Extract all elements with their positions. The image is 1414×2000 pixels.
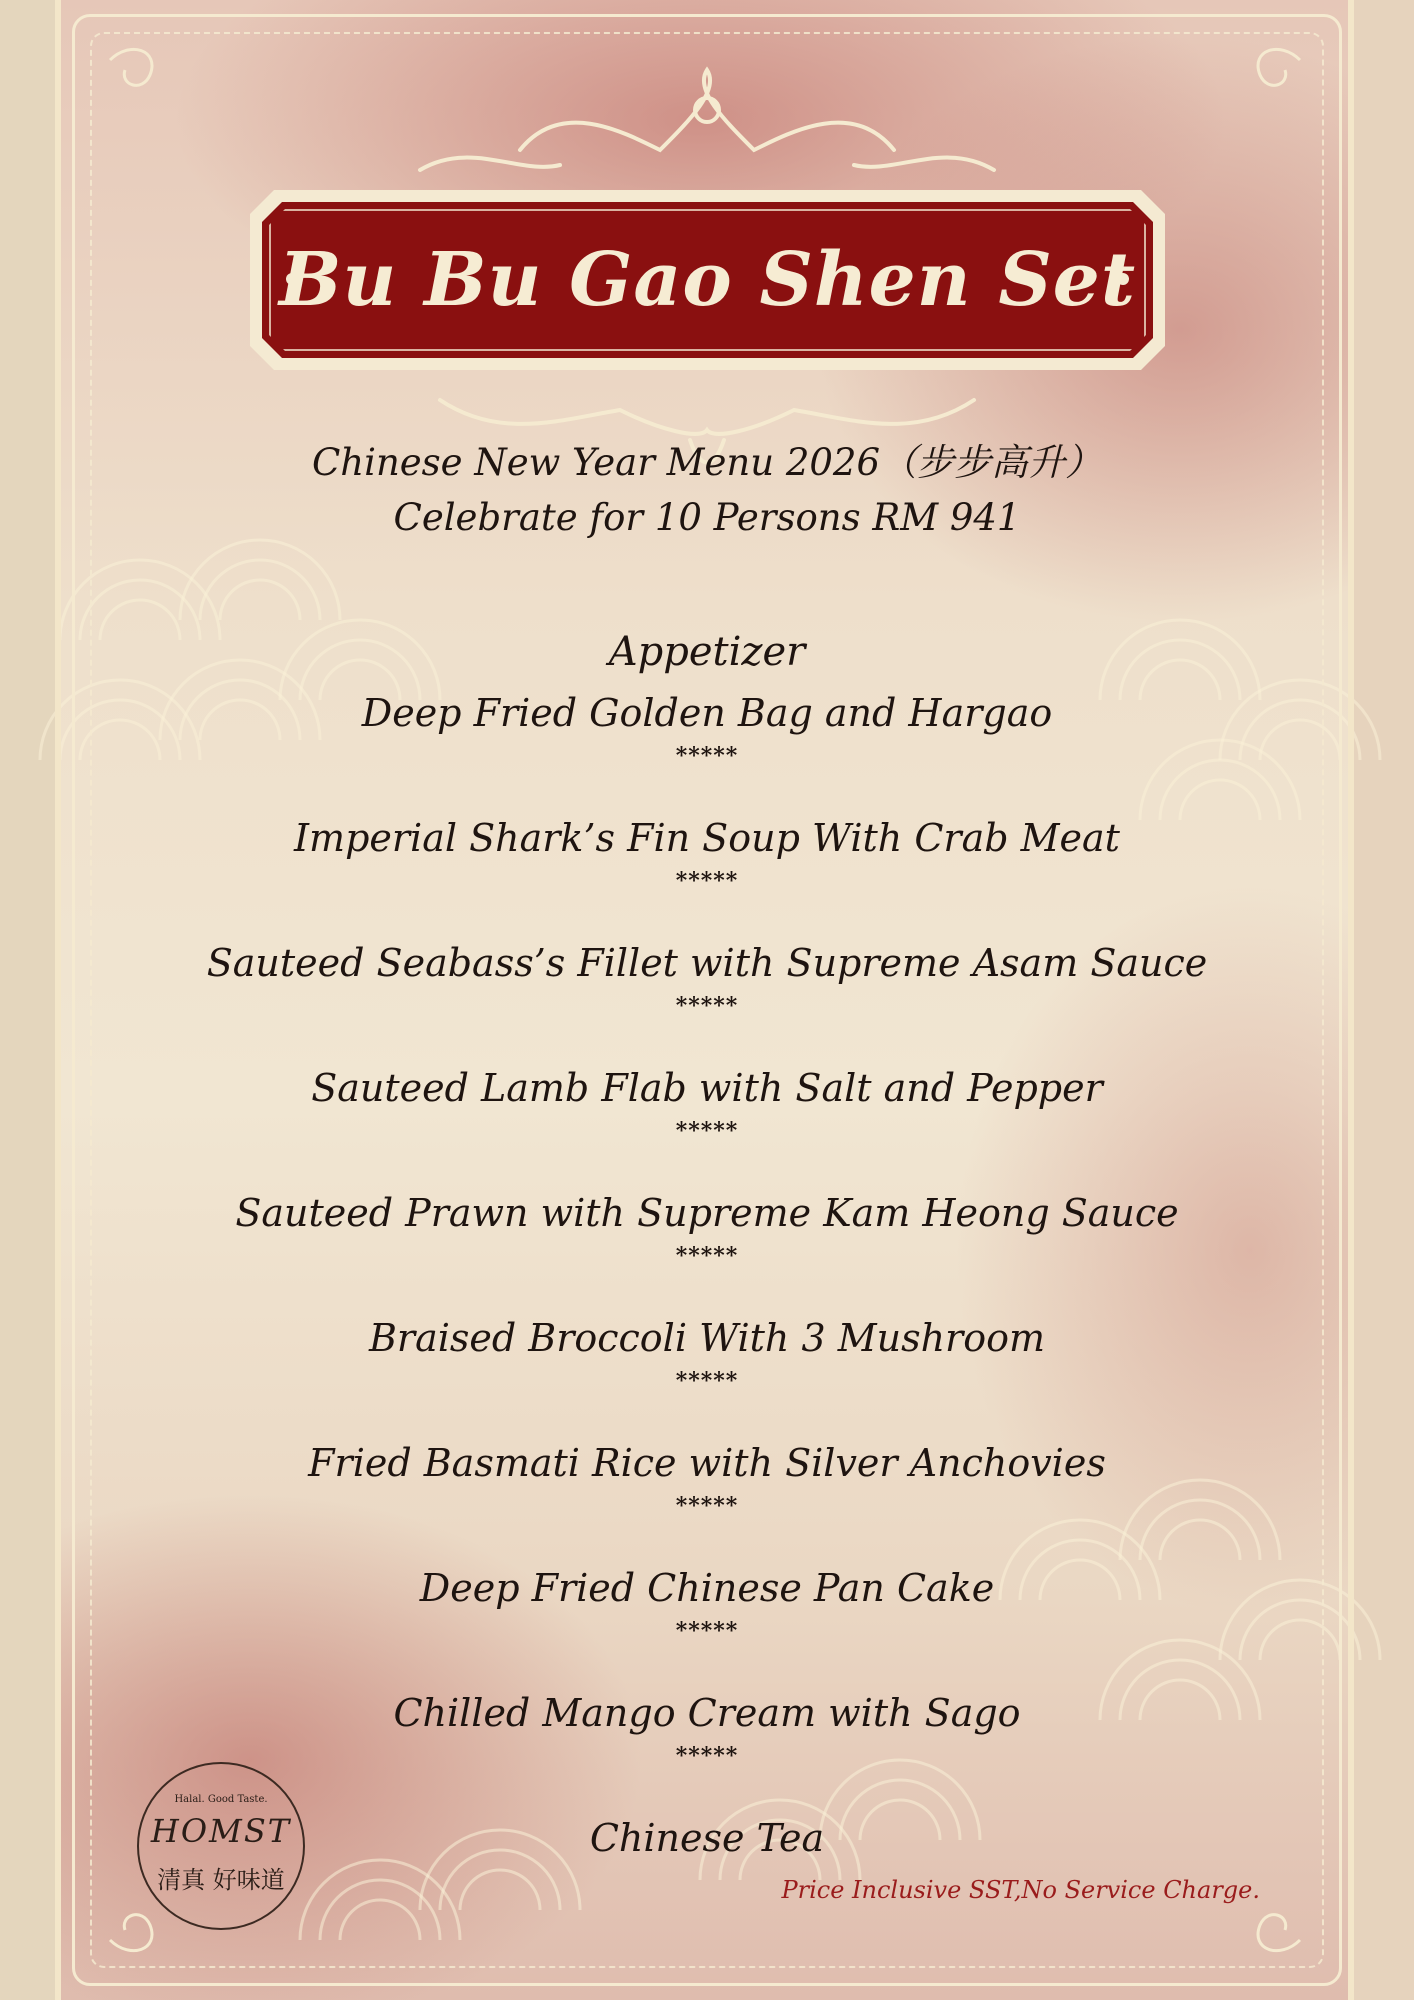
menu-separator: ***** xyxy=(675,1743,739,1769)
menu-separator: ***** xyxy=(675,993,739,1019)
menu-separator: ***** xyxy=(675,1368,739,1394)
menu-separator: ***** xyxy=(675,1243,739,1269)
menu-list xyxy=(180,622,1234,1870)
menu-item: Fried Basmati Rice with Silver Anchovies xyxy=(308,1441,1106,1485)
menu-subtitle-occasion: Chinese New Year Menu 2026（步步高升） xyxy=(311,441,1103,484)
menu-title: Bu Bu Gao Shen Set xyxy=(278,237,1137,323)
menu-item: Deep Fried Chinese Pan Cake xyxy=(419,1566,995,1610)
menu-item: Braised Broccoli With 3 Mushroom xyxy=(368,1316,1046,1360)
menu-item: Deep Fried Golden Bag and Hargao xyxy=(361,691,1053,735)
logo-name: HOMST xyxy=(150,1812,292,1850)
price-note: Price Inclusive SST,No Service Charge. xyxy=(781,1876,1260,1904)
menu-separator: ***** xyxy=(675,1118,739,1144)
menu-item: Sauteed Prawn with Supreme Kam Heong Sauce xyxy=(235,1191,1179,1235)
menu-subtitle-price: Celebrate for 10 Persons RM 941 xyxy=(393,496,1021,539)
logo-chinese-text: 清真 好味道 xyxy=(157,1866,285,1894)
menu-separator: ***** xyxy=(675,1618,739,1644)
menu-heading-appetizer: Appetizer xyxy=(608,629,806,675)
logo-tagline: Halal. Good Taste. xyxy=(174,1794,268,1805)
menu-item: Chilled Mango Cream with Sago xyxy=(393,1691,1021,1735)
menu-item: Sauteed Lamb Flab with Salt and Pepper xyxy=(311,1066,1103,1110)
menu-separator: ***** xyxy=(675,743,739,769)
menu-separator: ***** xyxy=(675,868,739,894)
menu-item: Imperial Shark’s Fin Soup With Crab Meat xyxy=(294,816,1120,860)
menu-separator: ***** xyxy=(675,1493,739,1519)
restaurant-logo xyxy=(137,1762,305,1930)
menu-item: Chinese Tea xyxy=(589,1816,825,1860)
menu-item: Sauteed Seabass’s Fillet with Supreme Asam Sauce xyxy=(206,941,1208,985)
title-banner xyxy=(250,190,1165,370)
